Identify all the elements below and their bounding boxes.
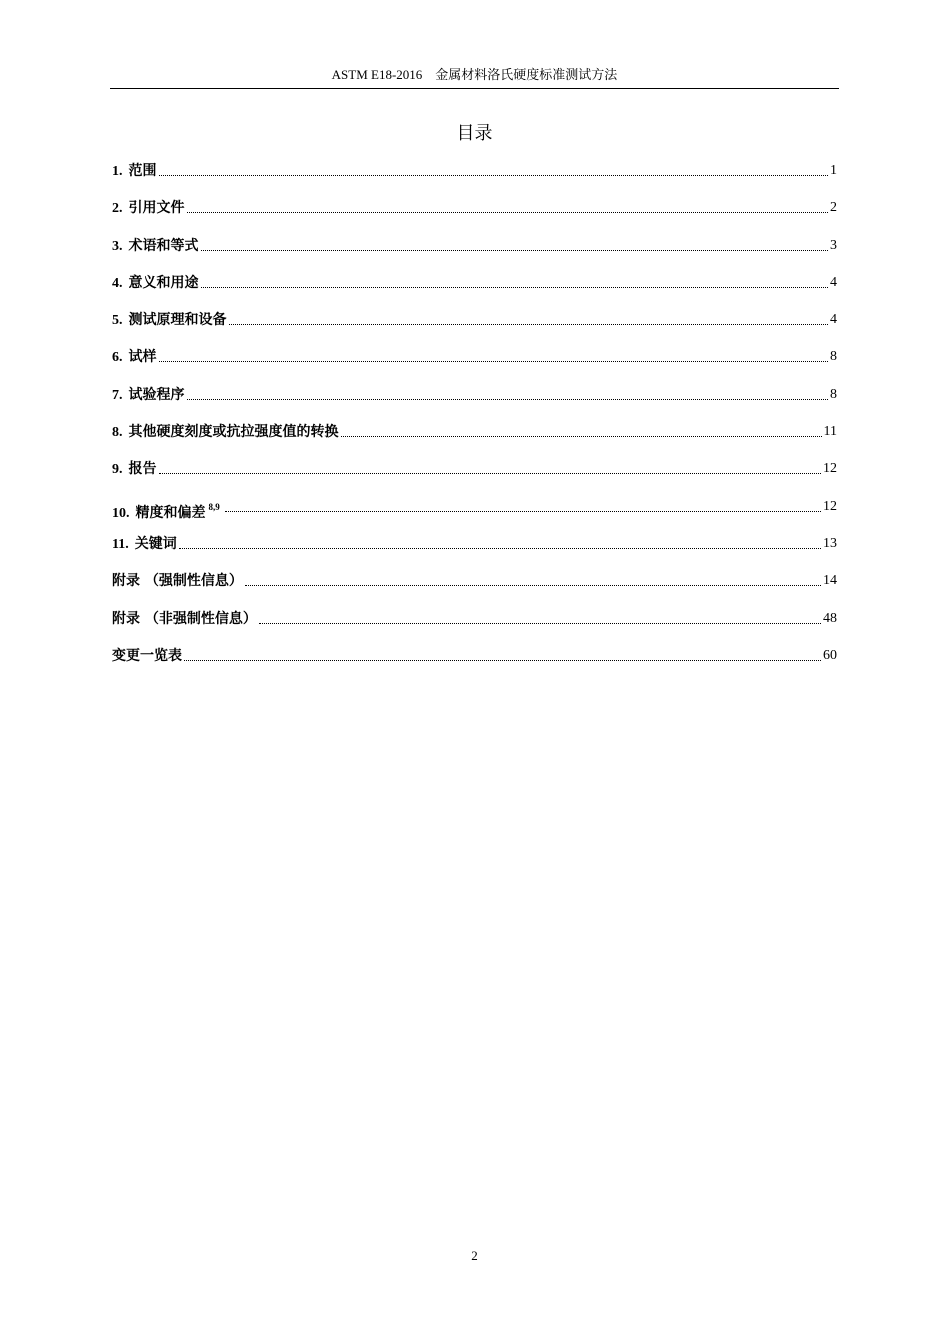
toc-entry-page: 13 bbox=[823, 535, 837, 551]
toc-entry-label bbox=[112, 197, 185, 220]
toc-entry-title: 试验程序 bbox=[128, 386, 185, 403]
toc-entry-title: 意义和用途 bbox=[128, 274, 199, 291]
toc-entry-page: 8 bbox=[830, 386, 837, 402]
toc-entry-label bbox=[112, 458, 157, 481]
toc-entry-label bbox=[112, 235, 199, 258]
toc-entry[interactable] bbox=[112, 608, 837, 645]
dot-leader bbox=[259, 608, 821, 624]
header-rule bbox=[110, 88, 839, 89]
toc-entry[interactable] bbox=[112, 458, 837, 495]
dot-leader bbox=[341, 421, 822, 437]
dot-leader bbox=[159, 160, 829, 176]
toc-entry-page: 48 bbox=[823, 610, 837, 626]
toc-entry-label bbox=[112, 272, 199, 295]
toc-entry-label bbox=[112, 608, 257, 630]
toc-entry-title: 其他硬度刻度或抗拉强度值的转换 bbox=[128, 424, 339, 441]
toc-entry-label bbox=[112, 160, 157, 183]
footnote-reference: 8,9 bbox=[208, 501, 220, 512]
toc-entry-number: 3. bbox=[112, 238, 123, 254]
toc-entry-title: 附录 （非强制性信息） bbox=[112, 610, 257, 627]
toc-entry[interactable] bbox=[112, 533, 837, 570]
toc-entry[interactable] bbox=[112, 384, 837, 421]
toc-entry-title: 试样 bbox=[128, 349, 157, 366]
toc-entry-title: 报告 bbox=[128, 461, 157, 478]
toc-entry-label bbox=[112, 421, 339, 444]
toc-entry[interactable] bbox=[112, 272, 837, 309]
toc-entry-title: 引用文件 bbox=[128, 200, 185, 217]
toc-entry-title: 测试原理和设备 bbox=[128, 312, 227, 329]
dot-leader bbox=[159, 346, 829, 362]
toc-entry[interactable] bbox=[112, 421, 837, 458]
toc-entry-title: 范围 bbox=[128, 163, 157, 179]
toc-entry-page: 11 bbox=[823, 424, 837, 440]
toc-entry-page: 1 bbox=[830, 163, 837, 178]
toc-entry-title: 关键词 bbox=[134, 535, 177, 552]
toc-entry-label bbox=[112, 384, 185, 407]
toc-entry-number: 2. bbox=[112, 201, 123, 217]
toc-entry-number: 5. bbox=[112, 313, 123, 329]
toc-entry-title: 精度和偏差 bbox=[135, 504, 206, 521]
page-number: 2 bbox=[471, 1248, 478, 1263]
running-header: ASTM E18-2016 金属材料洛氏硬度标准测试方法 bbox=[331, 67, 618, 82]
toc-entry-label bbox=[112, 346, 157, 369]
dot-leader bbox=[245, 570, 821, 586]
toc-entry-page: 2 bbox=[830, 200, 837, 216]
toc-entry-title: 变更一览表 bbox=[112, 647, 182, 664]
toc-entry[interactable] bbox=[112, 645, 837, 682]
dot-leader bbox=[184, 645, 821, 661]
toc-entry-number: 8. bbox=[112, 425, 123, 441]
toc-entry-page: 14 bbox=[823, 573, 837, 589]
toc-entry-number: 6. bbox=[112, 350, 123, 366]
toc-entry-title: 附录 （强制性信息） bbox=[112, 573, 243, 590]
dot-leader bbox=[201, 235, 829, 251]
toc-title: 目录 bbox=[456, 123, 493, 144]
toc-entry-label bbox=[112, 496, 223, 525]
toc-entry-page: 12 bbox=[823, 498, 837, 514]
toc-entry-number: 10. bbox=[112, 505, 130, 521]
toc-entry-title: 术语和等式 bbox=[128, 237, 199, 254]
toc-entry-number: 9. bbox=[112, 462, 123, 478]
toc-entry-page: 4 bbox=[830, 274, 837, 290]
toc-entry[interactable] bbox=[112, 235, 837, 272]
dot-leader bbox=[201, 272, 829, 288]
toc-entry[interactable] bbox=[112, 346, 837, 383]
toc-entry-number: 7. bbox=[112, 387, 123, 403]
toc-entry-label bbox=[112, 645, 182, 667]
toc-entry[interactable] bbox=[112, 570, 837, 607]
toc-entry-page: 3 bbox=[830, 237, 837, 253]
toc-entry-page: 8 bbox=[830, 349, 837, 365]
toc-entry-number: 4. bbox=[112, 275, 123, 291]
dot-leader bbox=[229, 309, 829, 325]
dot-leader bbox=[159, 458, 822, 474]
toc-entry-number: 1. bbox=[112, 164, 123, 179]
toc-entry-label bbox=[112, 309, 227, 332]
toc-entry-page: 12 bbox=[823, 461, 837, 477]
toc-entry-number: 11. bbox=[112, 536, 129, 552]
toc-entry[interactable] bbox=[112, 197, 837, 234]
toc-entry-page: 60 bbox=[823, 647, 837, 663]
dot-leader bbox=[187, 384, 829, 400]
toc-entry-page: 4 bbox=[830, 312, 837, 328]
toc-list bbox=[112, 160, 837, 682]
dot-leader bbox=[225, 496, 821, 512]
dot-leader bbox=[179, 533, 821, 549]
toc-entry-label bbox=[112, 570, 243, 592]
toc-entry[interactable] bbox=[112, 160, 837, 197]
toc-entry[interactable] bbox=[112, 309, 837, 346]
toc-entry[interactable] bbox=[112, 496, 837, 533]
dot-leader bbox=[187, 197, 829, 213]
toc-entry-label bbox=[112, 533, 177, 556]
